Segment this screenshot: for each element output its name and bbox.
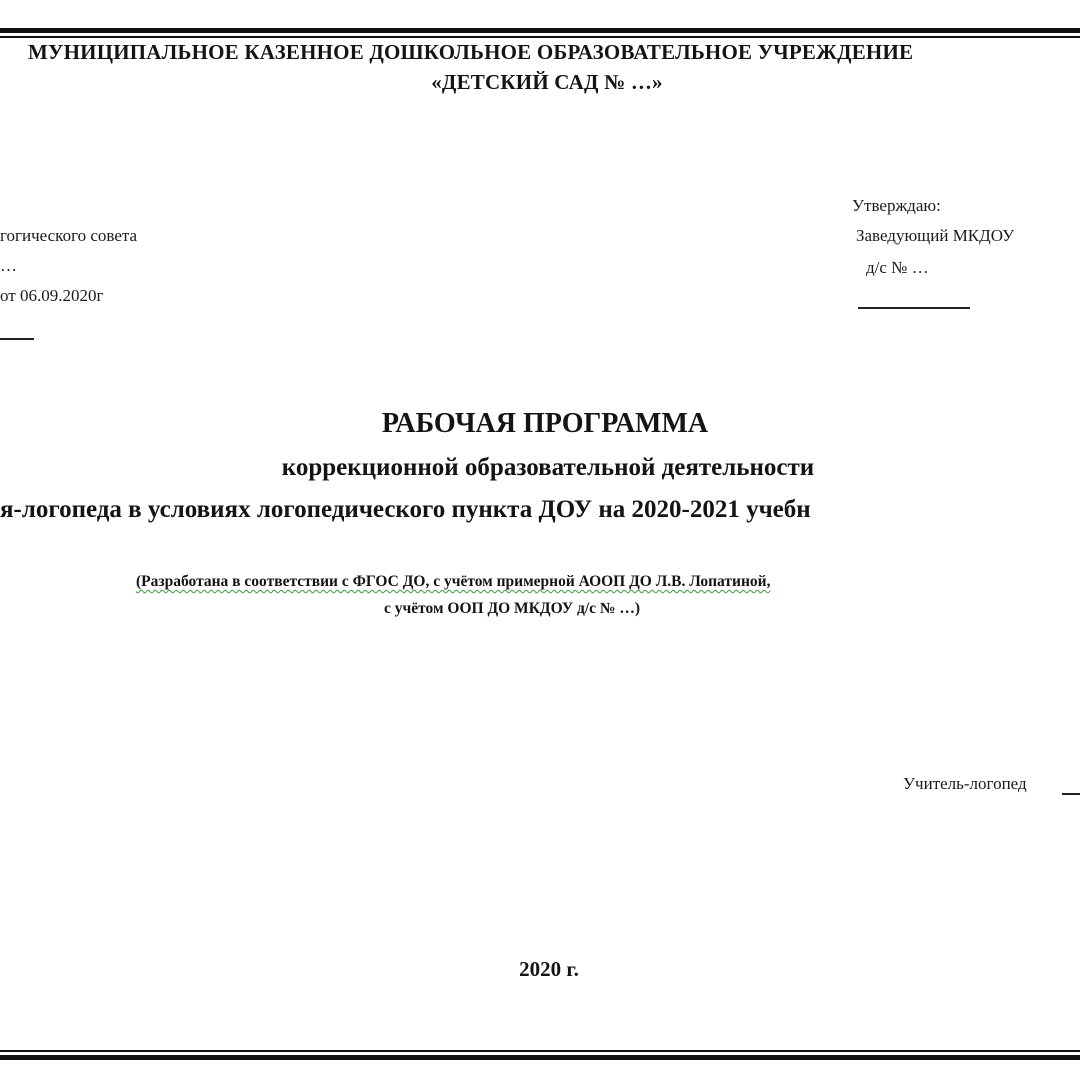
protocol-date: от 06.09.2020г: [0, 286, 104, 305]
document-title: РАБОЧАЯ ПРОГРАММА: [381, 408, 709, 439]
development-note-line2: с учётом ООП ДО МКДОУ д/с № …): [384, 600, 641, 617]
approve-label: Утверждаю:: [852, 196, 941, 215]
top-border-thin: [0, 36, 1080, 38]
speech-therapist-label: Учитель-логопед: [903, 774, 1027, 793]
protocol-number: …: [0, 256, 17, 275]
kindergarten-name: «ДЕТСКИЙ САД № …»: [431, 70, 663, 94]
left-signature-line: [0, 338, 34, 340]
speech-therapist-signature-line: [1062, 793, 1080, 795]
document-subtitle: коррекционной образовательной деятельности: [281, 454, 815, 481]
bottom-border-thin: [0, 1050, 1080, 1052]
kindergarten-number: д/с № …: [866, 258, 929, 277]
pedagogical-council-label: гогического совета: [0, 226, 138, 245]
development-note: (Разработана в соответствии с ФГОС ДО, с учётом примерной АООП ДО Л.В. Лопатиной,: [136, 573, 771, 590]
head-position: Заведующий МКДОУ: [856, 226, 1015, 245]
right-signature-line: [858, 307, 970, 309]
document-year: 2020 г.: [519, 957, 579, 981]
document-subtitle-line2: я-логопеда в условиях логопедического пункта ДОУ на 2020-2021 учебн: [0, 496, 811, 523]
bottom-border-thick: [0, 1055, 1080, 1060]
institution-name: МУНИЦИПАЛЬНОЕ КАЗЕННОЕ ДОШКОЛЬНОЕ ОБРАЗОВАТЕЛЬНОЕ УЧРЕЖДЕНИЕ: [28, 40, 914, 64]
top-border-thick: [0, 28, 1080, 33]
